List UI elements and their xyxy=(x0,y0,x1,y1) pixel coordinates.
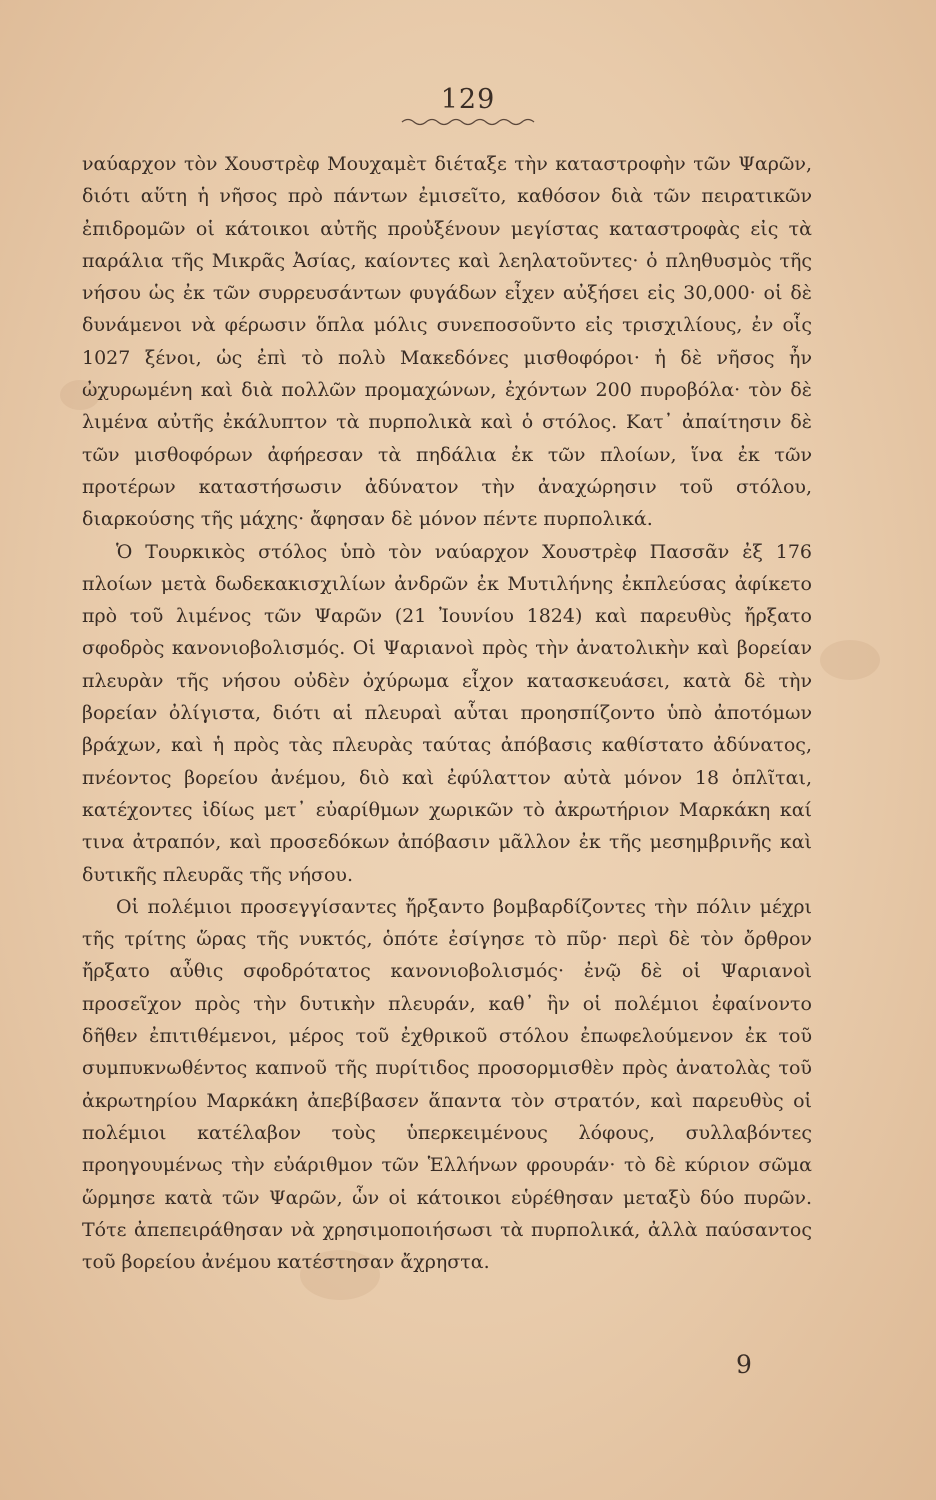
paragraph-2: Ὁ Τουρκικὸς στόλος ὑπὸ τὸν ναύαρχον Χουστρὲφ Πασσᾶν ἐξ 176 πλοίων μετὰ δωδεκακισχιλίων ἀνδρῶν ἐκ Μυτιλήνης ἐκπλεύσας ἀφίκετο πρὸ τοῦ λιμένος τῶν Ψαρῶν (21 Ἰουνίου 1824) καὶ παρευθὺς ἤρξατο σφοδρὸς κανονιοβολισμός. Οἱ Ψαριανοὶ πρὸς τὴν ἀνατολικὴν καὶ βορείαν πλευρὰν τῆς νήσου οὐδὲν ὀχύρωμα εἶχον κατασκευάσει, κατὰ δὲ τὴν βορείαν ὀλίγιστα, διότι αἱ πλευραὶ αὗται προησπίζοντο ὑπὸ ἀποτόμων βράχων, καὶ ἡ πρὸς τὰς πλευρὰς ταύτας ἀπόβασις καθίστατο ἀδύνατος, πνέοντος βορείου ἀνέμου, διὸ καὶ ἐφύλαττον αὐτὰ μόνον 18 ὁπλῖται, κατέχοντες ἰδίως μετ᾽ εὐαρίθμων χωρικῶν τὸ ἀκρωτήριον Μαρκάκη καί τινα ἀτραπόν, καὶ προσεδόκων ἀπόβασιν μᾶλλον ἐκ τῆς μεσημβρινῆς καὶ δυτικῆς πλευρᾶς τῆς νήσου. xyxy=(82,540,812,886)
header-ornament xyxy=(400,117,536,127)
body-text xyxy=(82,148,812,1278)
page-number: 129 xyxy=(440,84,496,115)
paragraph-1: ναύαρχον τὸν Χουστρὲφ Μουχαμὲτ διέταξε τὴν καταστροφὴν τῶν Ψαρῶν, διότι αὕτη ἡ νῆσος πρὸ πάντων ἐμισεῖτο, καθόσον διὰ τῶν πειρατικῶν ἐπιδρομῶν οἱ κάτοικοι αὐτῆς προὐξένουν μεγίστας καταστροφὰς εἰς τὰ παράλια τῆς Μικρᾶς Ἀσίας, καίοντες καὶ λεηλατοῦντες· ὁ πληθυσμὸς τῆς νήσου ὡς ἐκ τῶν συρρευσάντων φυγάδων εἶχεν αὐξήσει εἰς 30,000· οἱ δὲ δυνάμενοι νὰ φέρωσιν ὅπλα μόλις συνεποσοῦντο εἰς τρισχιλίους, ἐν οἷς 1027 ξένοι, ὡς ἐπὶ τὸ πολὺ Μακεδόνες μισθοφόροι· ἡ δὲ νῆσος ἦν ὠχυρωμένη καὶ διὰ πολλῶν προμαχώνων, ἐχόντων 200 πυροβόλα· τὸν δὲ λιμένα αὐτῆς ἐκάλυπτον τὰ πυρπολικὰ καὶ ὁ στόλος. Κατ᾽ ἀπαίτησιν δὲ τῶν μισθοφόρων ἀφήρεσαν τὰ πηδάλια ἐκ τῶν πλοίων, ἵνα ἐκ τῶν προτέρων καταστήσωσιν ἀδύνατον τὴν ἀναχώρησιν τοῦ στόλου, διαρκούσης τῆς μάχης· ἄφησαν δὲ μόνον πέντε πυρπολικά. xyxy=(82,153,812,531)
paragraph-3: Οἱ πολέμιοι προσεγγίσαντες ἤρξαντο βομβαρδίζοντες τὴν πόλιν μέχρι τῆς τρίτης ὥρας τῆς νυκτός, ὁπότε ἐσίγησε τὸ πῦρ· περὶ δὲ τὸν ὄρθρον ἤρξατο αὖθις σφοδρότατος κανονιοβολισμός· ἐνῷ δὲ οἱ Ψαριανοὶ προσεῖχον πρὸς τὴν δυτικὴν πλευράν, καθ᾽ ἣν οἱ πολέμιοι ἐφαίνοντο δῆθεν ἐπιτιθέμενοι, μέρος τοῦ ἐχθρικοῦ στόλου ἐπωφελούμενον ἐκ τοῦ συμπυκνωθέντος καπνοῦ τῆς πυρίτιδος προσορμισθὲν πρὸς ἀνατολὰς τοῦ ἀκρωτηρίου Μαρκάκη ἀπεβίβασεν ἅπαντα τὸν στρατόν, καὶ παρευθὺς οἱ πολέμιοι κατέλαβον τοὺς ὑπερκειμένους λόφους, συλλαβόντες προηγουμένως τὴν εὐάριθμον τῶν Ἑλλήνων φρουράν· τὸ δὲ κύριον σῶμα ὥρμησε κατὰ τῶν Ψαρῶν, ὧν οἱ κάτοικοι εὑρέθησαν μεταξὺ δύο πυρῶν. Τότε ἀπεπειράθησαν νὰ χρησιμοποιήσωσι τὰ πυρπολικά, ἀλλὰ παύσαντος τοῦ βορείου ἀνέμου κατέστησαν ἄχρηστα. xyxy=(82,895,812,1274)
signature-mark: 9 xyxy=(736,1350,752,1379)
paper-stain xyxy=(820,640,880,680)
